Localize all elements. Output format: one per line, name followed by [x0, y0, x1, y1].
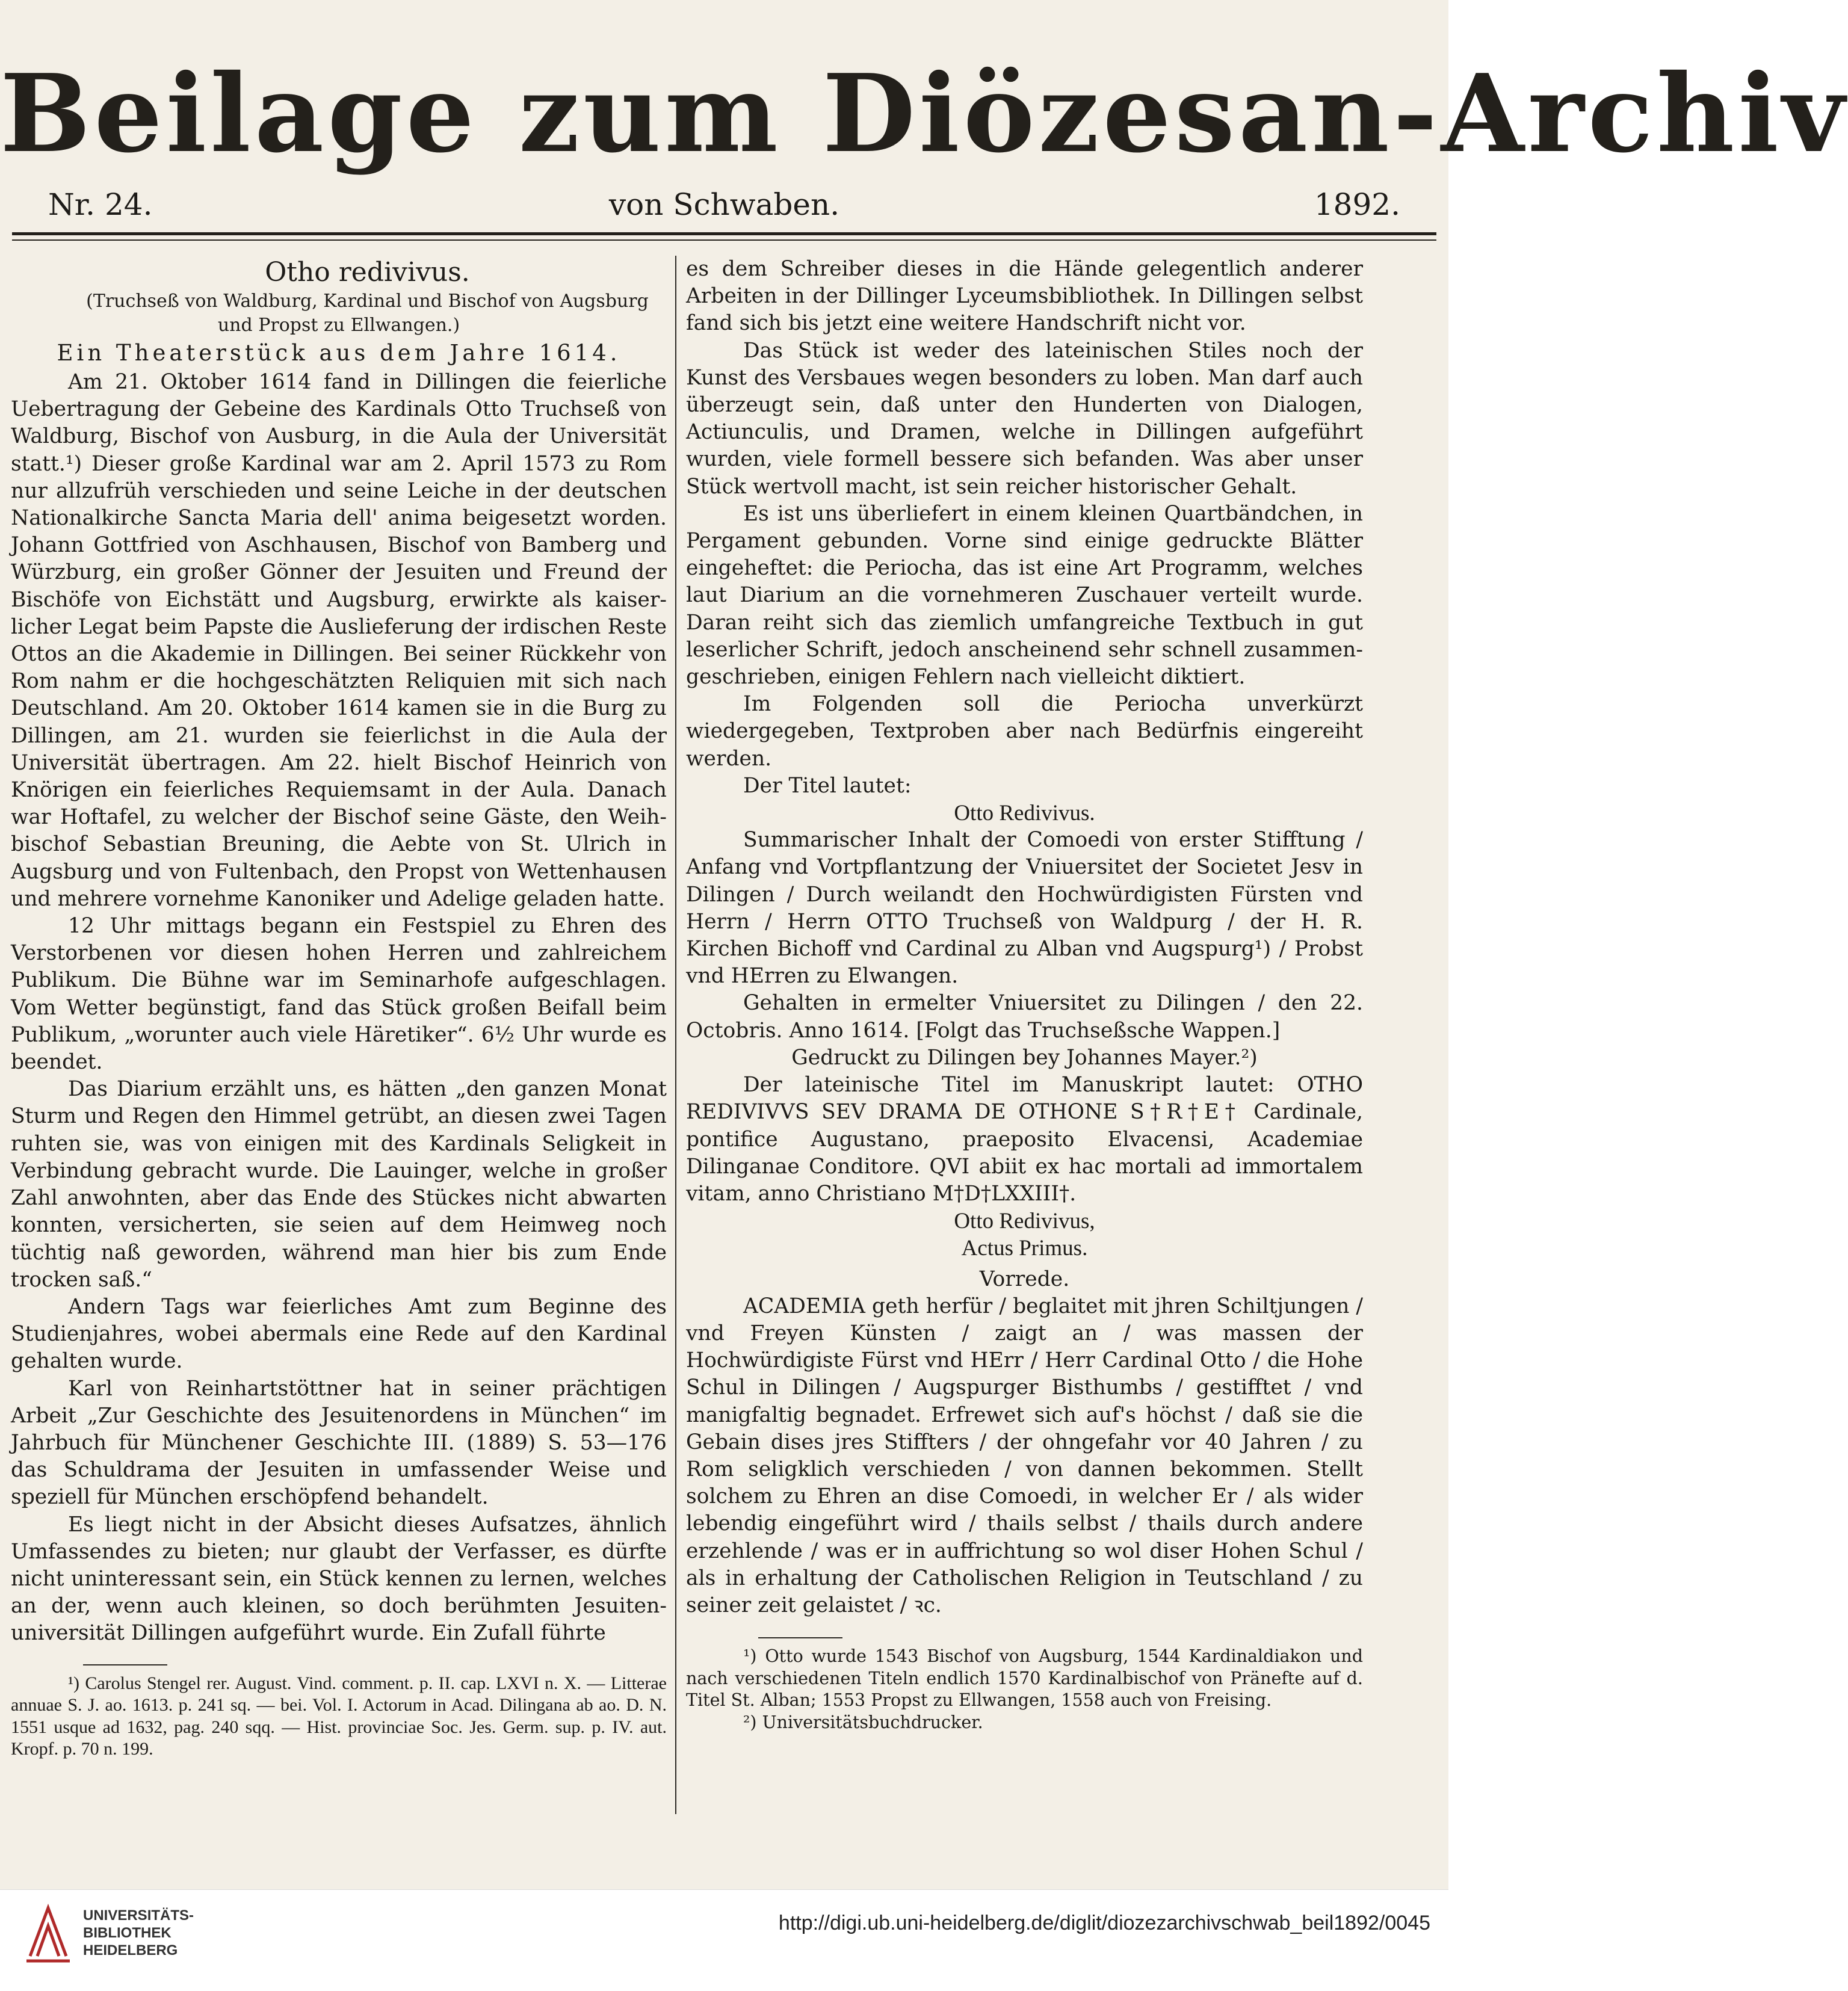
article-subtitle: (Truchseß von Waldburg, Kardinal und Bischof von Augsburg und Propst zu Ellwangen.)	[86, 291, 649, 336]
footnote: ¹) Carolus Stengel rer. August. Vind. comment. p. II. cap. LXVI n. X. — Litterae annuae S. J. ao. 1613. p. 241 sq. — bei. Vol. I. Actorum in Acad. Dilingana ab ao. D. N. 1551 usque ad 1632, pag. 240 sqq. — Hist. provinciae Soc. Jes. Germ. sup. p. IV. aut. Kropf. p. 70 n. 199.	[11, 1673, 667, 1759]
masthead-meta	[24, 181, 1424, 229]
footnote: ²) Universitätsbuchdrucker.	[743, 1712, 983, 1732]
paragraph: Karl von Reinhartstöttner hat in seiner prächtigen Arbeit „Zur Geschichte des Jesuitenordens in München“ im Jahrbuch für Münchener Geschichte III. (1889) S. 53—176 das Schuldrama der Jesuiten in umfassender Weise und speziell für München erschöpfend behandelt.	[11, 1376, 667, 1510]
article-kicker: Ein Theaterstück aus dem Jahre 1614.	[57, 340, 621, 366]
paragraph: Andern Tags war feierliches Amt zum Beginne des Studienjahres, wobei abermals eine Rede auf den Kardinal gehalten wurde.	[11, 1294, 667, 1374]
section-heading: Otto Redivivus.	[954, 801, 1095, 826]
paragraph: Das Diarium erzählt uns, es hätten „den ganzen Monat Sturm und Regen den Himmel getrübt, an diesen zwei Tagen ruhten sie, was von einigen mit des Kardinals Seligkeit in Verbindung gebracht wurde. Die Lauinger, welche in großer Zahl anwohnten, aber das Ende des Stückes nicht abwarten konnten, versicherten, sie seien auf dem Heimweg noch tüchtig naß geworden, während man hier bis zum Ende trocken saß.“	[11, 1077, 667, 1292]
masthead-region: von Schwaben.	[608, 187, 840, 222]
library-logo-icon	[24, 1902, 72, 1965]
footnote: ¹) Otto wurde 1543 Bischof von Augsburg, 1544 Kardinaldiakon und nach verschiedenen Titeln endlich 1570 Kardinalbischof von Pränefte auf d. Titel St. Alban; 1553 Propst zu Ellwangen, 1558 auch von Freising.	[686, 1646, 1363, 1711]
left-column	[11, 256, 667, 1761]
source-url-link[interactable]: http://digi.ub.uni-heidelberg.de/diglit/diozezarchivschwab_beil1892/0045	[778, 1912, 1430, 1934]
logo-line: BIBLIOTHEK	[83, 1925, 172, 1941]
footnote-rule	[758, 1637, 842, 1638]
paragraph: Es liegt nicht in der Absicht dieses Aufsatzes, ähnlich Umfassendes zu bieten; nur glaubt der Verfasser, es dürfte nicht uninteressant sein, ein Stück kennen zu lernen, welches an der, wenn auch kleinen, so doch berühmten Jesuitenuniversität Dillingen aufgeführt wurde. Ein Zufall führte	[11, 1512, 667, 1646]
paragraph: Am 21. Oktober 1614 fand in Dillingen die feierliche Uebertragung der Gebeine des Kardinals Otto Truchseß von Waldburg, Bischof von Ausburg, in die Aula der Universität statt.¹) Dieser große Kardinal war am 2. April 1573 zu Rom nur allzufrüh verschieden und seine Leiche in der deutschen Nationalkirche Sancta Maria dell' anima beigesetzt worden. Johann Gottfried von Aschhausen, Bischof von Bamberg und Würzburg, ein großer Gönner der Jesuiten und Freund der Bischöfe von Eichstätt und Augsburg, erwirkte als kaiserlicher Legat beim Papste die Auslieferung der irdischen Reste Ottos an die Akademie in Dillingen. Bei seiner Rückkehr von Rom nahm er die hochgeschätzten Reliquien mit sich nach Deutschland. Am 20. Oktober 1614 kamen sie in die Burg zu Dillingen, am 21. wurden sie feierlichst in die Aula der Universität übertragen. Am 22. hielt Bischof Heinrich von Knörigen ein feierliches Requiemsamt in der Aula. Danach war Hoftafel, zu welcher der Bischof seine Gäste, den Weihbischof Sebastian Breuning, die Aebte von St. Ulrich in Augsburg und von Fultenbach, den Propst von Wettenhausen und mehrere vornehme Kanoniker und Adelige geladen hatte.	[11, 370, 667, 911]
paragraph: es dem Schreiber dieses in die Hände gelegentlich anderer Arbeiten in der Dillinger Lyceumsbibliothek. In Dillingen selbst fand sich bis jetzt eine weitere Handschrift nicht vor.	[686, 257, 1363, 336]
section-heading: Actus Primus.	[961, 1236, 1088, 1261]
paragraph: ACADEMIA geth herfür / beglaitet mit jhren Schiltjungen / vnd Freyen Künsten / zaigt an / was massen der Hochwürdigiste Fürst vnd HErr / Herr Cardinal Otto / die Hohe Schul in Dilingen / Augspurger Bisthumbs / gestifftet / vnd manigfaltig begnadet. Erfrewet sich auf's höchst / daß sie die Gebain dises jres Stiffters / der ohngefahr vor 40 Jahren / zu Rom seligklich verschieden / von dannen bekommen. Stellt solchem zu Ehren an dise Comoedi, in welcher Er / als wider lebendig eingeführt wird / thails selbst / thails durch andere erzehlende / was er in auffrichtung so wol diser Hohen Schul / als in erhaltung der Catholischen Religion in Teutschland / zu seiner zeit gelaistet / ꝛc.	[686, 1294, 1363, 1617]
paragraph: Im Folgenden soll die Periocha unverkürzt wiedergegeben, Textproben aber nach Bedürfnis eingereiht werden.	[686, 692, 1363, 771]
footer-bar	[0, 1889, 1448, 1991]
issue-number: Nr. 24.	[48, 187, 153, 222]
library-logo-text	[83, 1907, 194, 1959]
paragraph: Es ist uns überliefert in einem kleinen Quartbändchen, in Pergament gebunden. Vorne sind einige gedruckte Blätter eingeheftet: die Periocha, das ist eine Art Programm, welches laut Diarium an die vornehmeren Zuschauer verteilt wurde. Daran reiht sich das ziemlich umfangreiche Textbuch in gut leserlicher Schrift, jedoch anscheinend sehr schnell zusammengeschrieben, einigen Fehlern nach vielleicht diktiert.	[686, 501, 1363, 690]
masthead-title: Beilage zum Diözesan-Archiv	[0, 51, 1848, 176]
paragraph: Summarischer Inhalt der Comoedi von erster Stifftung / Anfang vnd Vortpflantzung der Vniuersitet der Societet Jesv in Dilingen / Durch weilandt den Hochwürdigisten Fürsten vnd Herrn / Herrn OTTO Truchseß von Waldpurg / der H. R. Kirchen Bichoff vnd Cardinal zu Alban vnd Augspurg¹) / Probst vnd HErren zu Elwangen.	[686, 828, 1363, 989]
section-heading: Otto Redivivus,	[954, 1209, 1095, 1234]
issue-year: 1892.	[1314, 187, 1400, 222]
paragraph: 12 Uhr mittags begann ein Festspiel zu Ehren des Verstorbenen vor diesen hohen Herren und zahlreichem Publikum. Die Bühne war im Seminarhofe aufgeschlagen. Vom Wetter begünstigt, fand das Stück großen Beifall beim Publikum, „worunter auch viele Häretiker“. 6½ Uhr wurde es beendet.	[11, 914, 667, 1075]
logo-line: HEIDELBERG	[83, 1942, 178, 1959]
paragraph: Der Titel lautet:	[743, 773, 912, 798]
article-title: Otho redivivus.	[265, 257, 470, 288]
footnote-rule	[83, 1664, 167, 1665]
paragraph: Gehalten in ermelter Vniuersitet zu Dilingen / den 22. Octobris. Anno 1614. [Folgt das Truchseßsche Wappen.]	[686, 991, 1363, 1043]
right-column	[686, 256, 1363, 1733]
column-divider	[675, 256, 676, 1814]
paragraph: Der lateinische Titel im Manuskript lautet: OTHO REDIVIVVS SEV DRAMA DE OTHONE S†R†E† Cardinale, pontifice Augustano, praeposito Elvacensi, Academiae Dilinganae Conditore. QVI abiit ex hac mortali ad immortalem vitam, anno Christiano M†D†LXXIII†.	[686, 1073, 1363, 1206]
section-heading: Vorrede.	[979, 1267, 1070, 1291]
printer-line: Gedruckt zu Dilingen bey Johannes Mayer.²)	[791, 1045, 1258, 1070]
masthead-rule-thick	[12, 232, 1436, 235]
paragraph: Das Stück ist weder des lateinischen Stiles noch der Kunst des Versbaues wegen besonders zu loben. Man darf auch überzeugt sein, daß unter den Hunderten von Dialogen, Actiunculis, und Dramen, welche in Dillingen aufgeführt wurden, viele formell bessere sich befanden. Was aber unser Stück wertvoll macht, ist sein reicher historischer Gehalt.	[686, 338, 1363, 499]
logo-line: UNIVERSITÄTS-	[83, 1907, 194, 1924]
masthead-rule-thin	[12, 239, 1436, 241]
